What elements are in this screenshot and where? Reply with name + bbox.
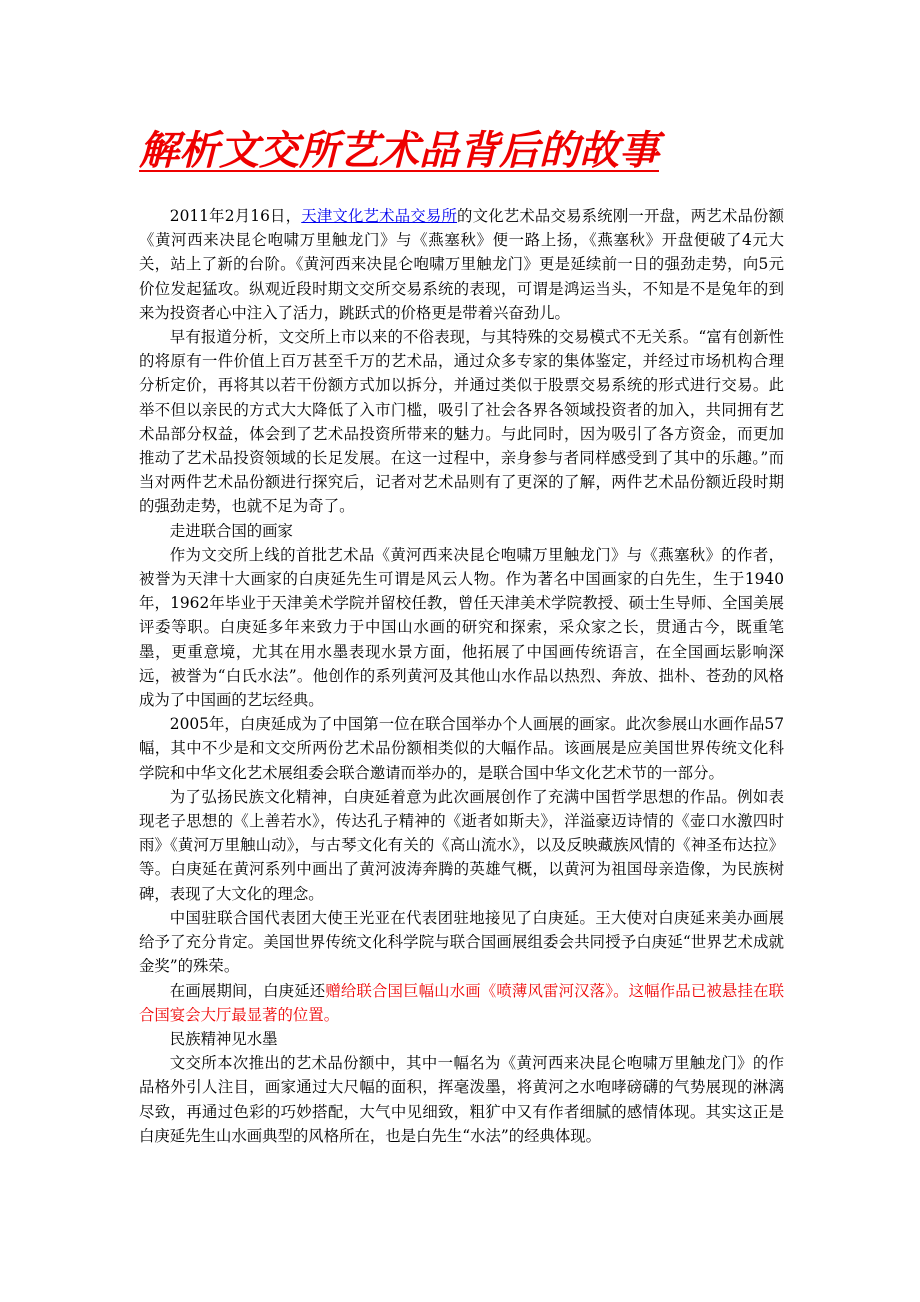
paragraph-7 — [139, 979, 784, 1027]
paragraph-6: 中国驻联合国代表团大使王光亚在代表团驻地接见了白庚延。王大使对白庚延来美办画展给予了充分肯定。美国世界传统文化科学院与联合国画展组委会共同授予白庚延“世界艺术成就金奖”的殊荣。 — [139, 908, 784, 976]
paragraph-7-highlight: 赠给联合国巨幅山水画《喷薄风雷河汉落》。这幅作品已被悬挂在联合国宴会大厅最显著的位置。 — [139, 981, 784, 1024]
article-title: 解析文交所艺术品背后的故事 — [139, 127, 659, 174]
article-body — [139, 204, 784, 1148]
paragraph-1-pre: 2011年2月16日， — [169, 207, 302, 225]
section-heading-2: 民族精神见水墨 — [169, 1029, 278, 1048]
paragraph-8: 文交所本次推出的艺术品份额中，其中一幅名为《黄河西来决昆仑咆啸万里触龙门》的作品格外引人注目，画家通过大尺幅的面积，挥毫泼墨，将黄河之水咆哮磅礴的气势展现的淋漓尽致，再通过色彩的巧妙搭配，大气中见细致，粗犷中又有作者细腻的感情体现。其实这正是白庚延先生山水画典型的风格所在，也是白先生“水法”的经典体现。 — [139, 1054, 784, 1145]
paragraph-7-pre: 在画展期间，白庚延还 — [169, 981, 326, 1000]
paragraph-4: 2005年，白庚延成为了中国第一位在联合国举办个人画展的画家。此次参展山水画作品57幅，其中不少是和文交所两份艺术品份额相类似的大幅作品。该画展是应美国世界传统文化科学院和中华文化艺术展组委会联合邀请而举办的，是联合国中华文化艺术节的一部分。 — [139, 715, 784, 782]
paragraph-3: 作为文交所上线的首批艺术品《黄河西来决昆仑咆啸万里触龙门》与《燕塞秋》的作者，被誉为天津十大画家的白庚延先生可谓是风云人物。作为著名中国画家的白先生，生于1940年，1962年毕业于天津美术学院并留校任教，曾任天津美术学院教授、硕士生导师、全国美展评委等职。白庚延多年来致力于中国山水画的研究和探索，采众家之长，贯通古今，既重笔墨，更重意境，尤其在用水墨表现水景方面，他拓展了中国画传统语言，在全国画坛影响深远，被誉为“白氏水法”。他创作的系列黄河及其他山水作品以热烈、奔放、拙朴、苍劲的风格成为了中国画的艺坛经典。 — [139, 545, 784, 710]
paragraph-2: 早有报道分析，文交所上市以来的不俗表现，与其特殊的交易模式不无关系。“富有创新性的将原有一件价值上百万甚至千万的艺术品，通过众多专家的集体鉴定，并经过市场机构合理分析定价，再将其以若干份额方式加以拆分，并通过类似于股票交易系统的形式进行交易。此举不但以亲民的方式大大降低了入市门槛，吸引了社会各界各领域投资者的加入，共同拥有艺术品部分权益，体会到了艺术品投资所带来的魅力。与此同时，因为吸引了各方资金，而更加推动了艺术品投资领域的长足发展。在这一过程中，亲身参与者同样感受到了其中的乐趣。”而当对两件艺术品份额进行探究后，记者对艺术品则有了更深的了解，两件艺术品份额近段时期的强劲走势，也就不足为奇了。 — [139, 328, 784, 516]
paragraph-5: 为了弘扬民族文化精神，白庚延着意为此次画展创作了充满中国哲学思想的作品。例如表现老子思想的《上善若水》，传达孔子精神的《逝者如斯夫》，洋溢豪迈诗情的《壶口水激四时雨》《黄河万里触山动》，与古琴文化有关的《高山流水》，以及反映藏族风情的《神圣布达拉》等。白庚延在黄河系列中画出了黄河波涛奔腾的英雄气概，以黄河为祖国母亲造像，为民族树碑，表现了大文化的理念。 — [139, 787, 784, 903]
section-heading-1: 走进联合国的画家 — [169, 521, 293, 540]
document-page — [139, 0, 784, 1148]
paragraph-1-post: 的文化艺术品交易系统刚一开盘，两艺术品份额《黄河西来决昆仑咆啸万里触龙门》与《燕塞秋》便一路上扬，《燕塞秋》开盘便破了4元大关，站上了新的台阶。《黄河西来决昆仑咆啸万里触龙门》更是延续前一日的强劲走势，向5元价位发起猛攻。纵观近段时期文交所交易系统的表现，可谓是鸿运当头，不知是不是兔年的到来为投资者心中注入了活力，跳跃式的价格更是带着兴奋劲儿。 — [139, 207, 784, 322]
paragraph-1 — [139, 204, 784, 325]
exchange-link[interactable]: 天津文化艺术品交易所 — [301, 207, 458, 225]
